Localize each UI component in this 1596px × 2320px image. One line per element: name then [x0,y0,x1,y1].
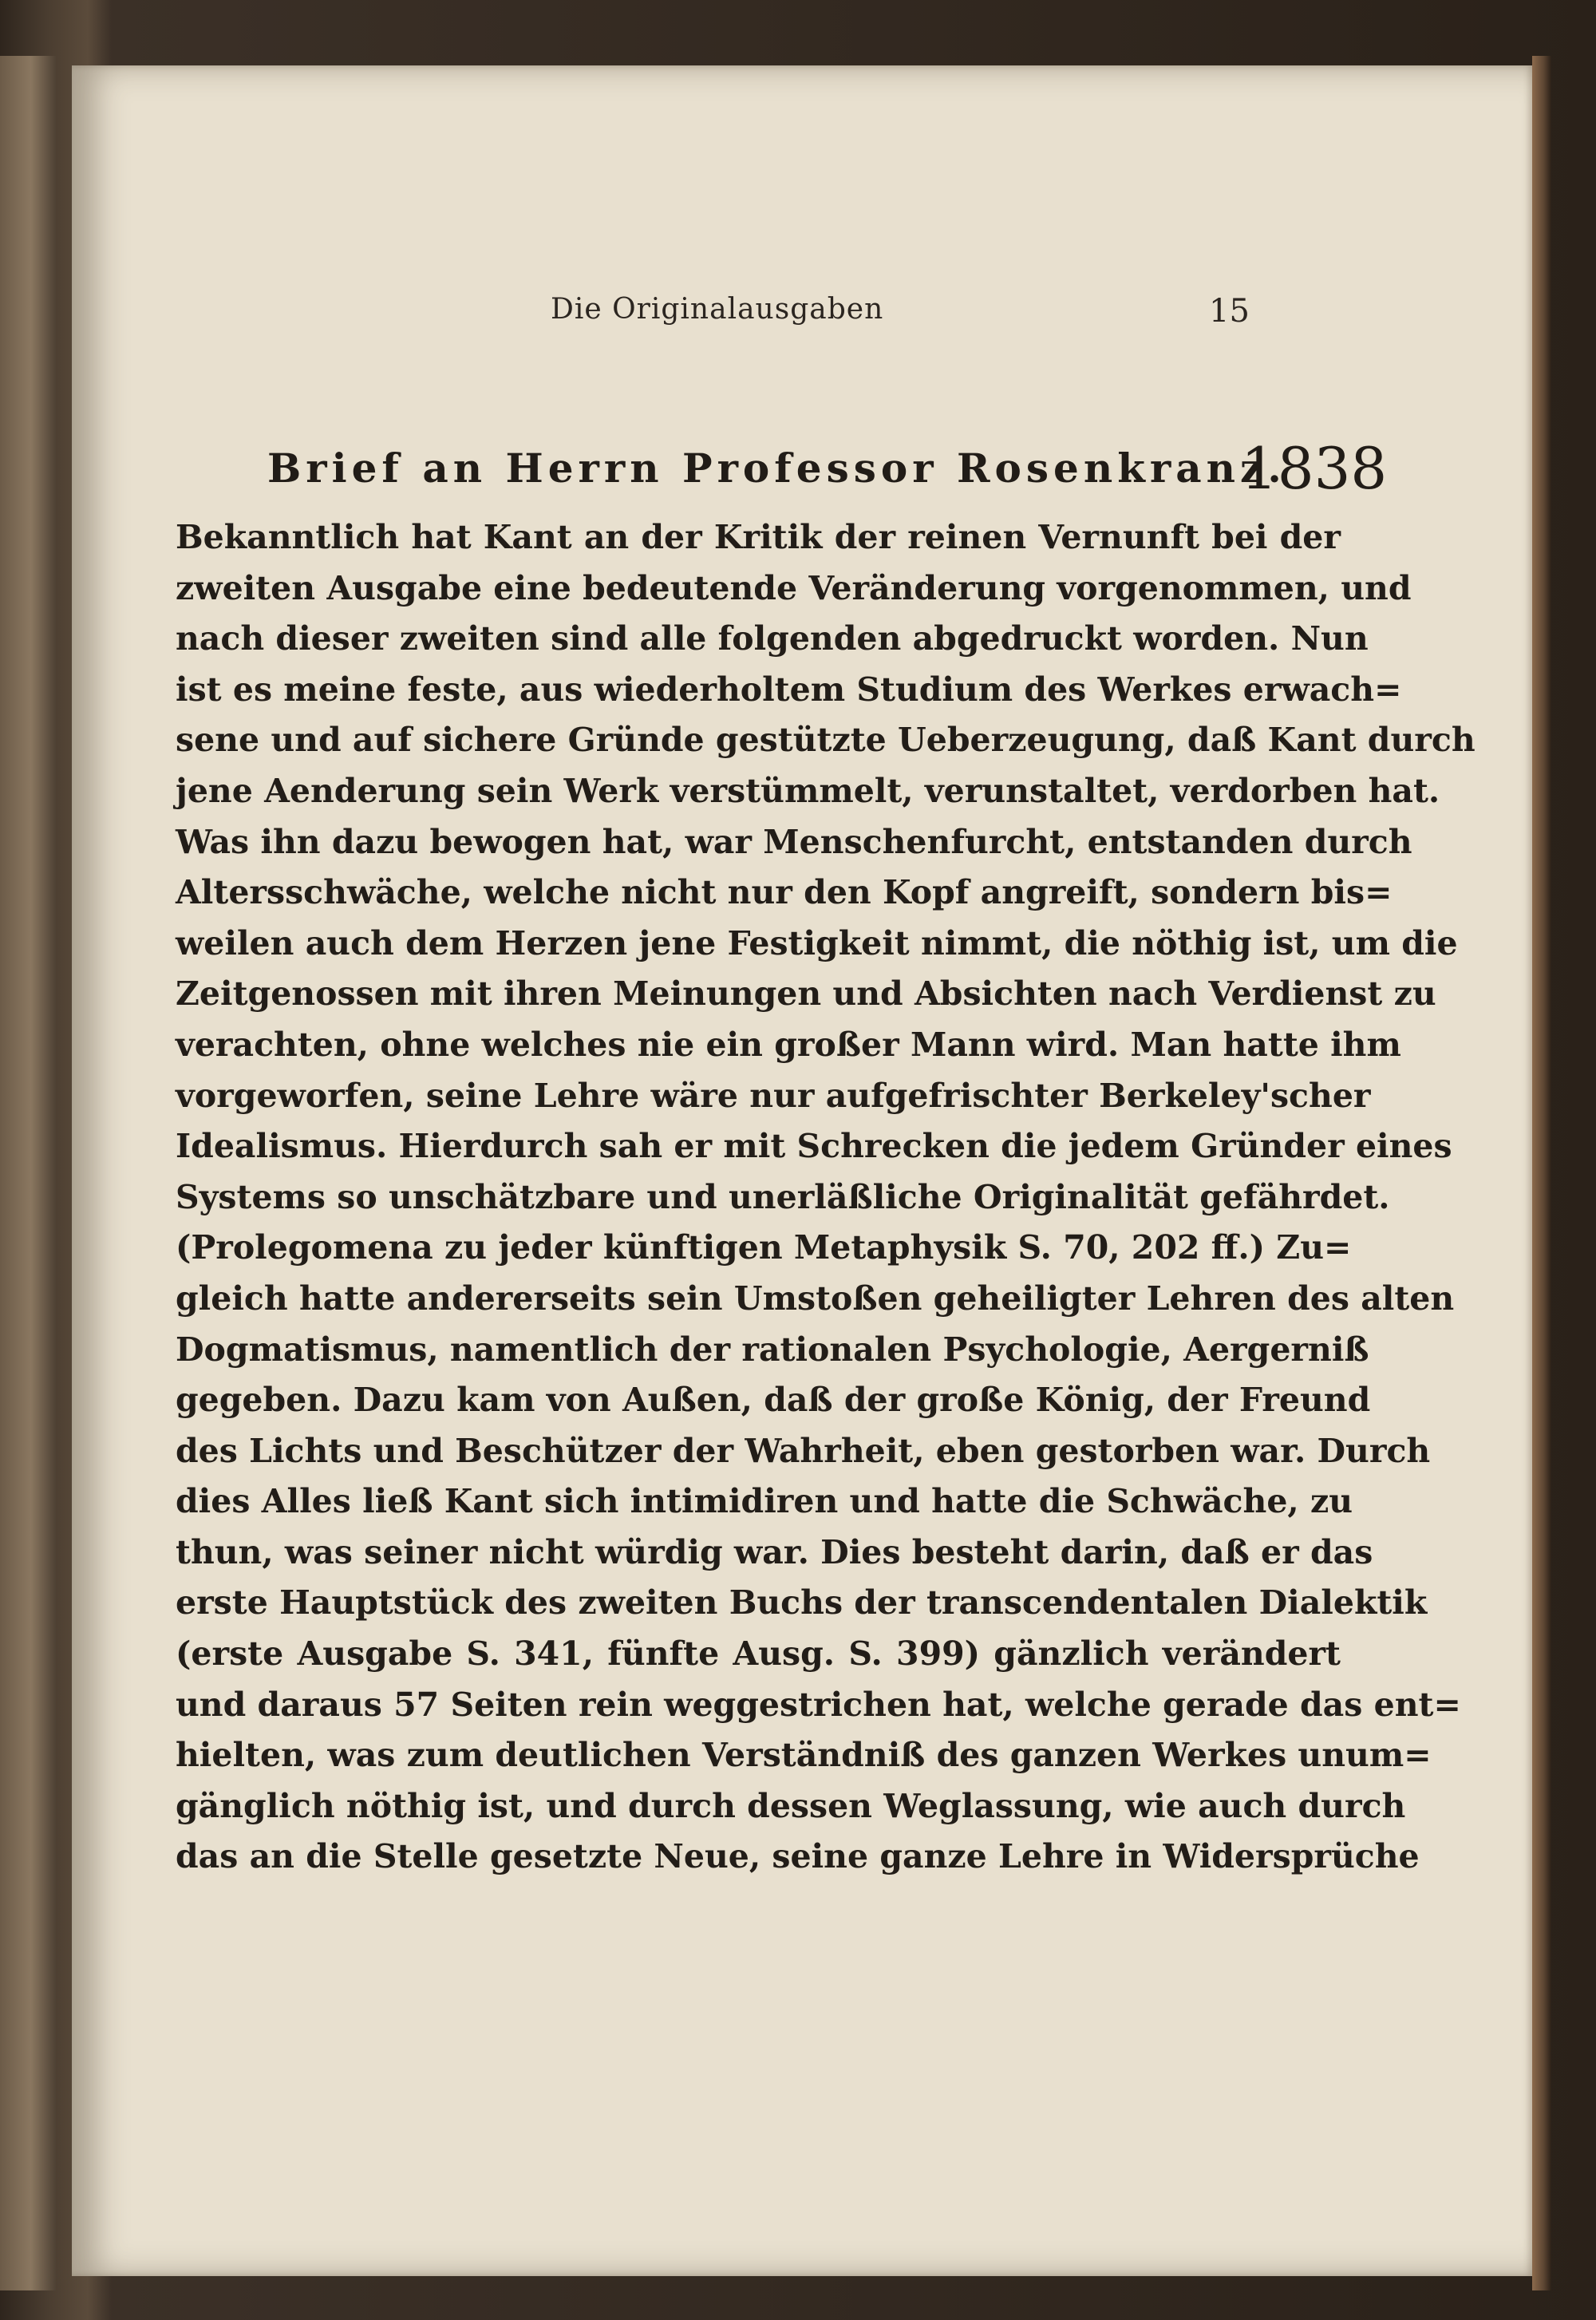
text-line: gegeben. Dazu kam von Außen, daß der große König, der Freund [176,1381,1371,1420]
text-line: (Prolegomena zu jeder künftigen Metaphysik S. 70, 202 ff.) Zu= [176,1228,1352,1267]
text-line: Idealismus. Hierdurch sah er mit Schrecken die jedem Gründer eines [176,1127,1452,1166]
text-line: und daraus 57 Seiten rein weggestrichen hat, welche gerade das ent= [176,1685,1461,1724]
page-number: 15 [1209,293,1250,330]
text-line: gleich hatte andererseits sein Umstoßen geheiligter Lehren des alten [176,1279,1455,1318]
letter-heading [72,421,1532,516]
page-header [72,229,1532,330]
text-line: erste Hauptstück des zweiten Buchs der transcendentalen Dialektik [176,1583,1428,1622]
text-line: nach dieser zweiten sind alle folgenden abgedruckt worden. Nun [176,619,1369,658]
running-head: Die Originalausgaben [551,293,884,326]
text-line: gänglich nöthig ist, und durch dessen Weglassung, wie auch durch [176,1786,1406,1825]
body-text [176,512,1476,1883]
text-line: sene und auf sichere Gründe gestützte Ueberzeugung, daß Kant durch [176,721,1476,760]
text-line: das an die Stelle gesetzte Neue, seine ganze Lehre in Widersprüche [176,1837,1420,1876]
letter-year: 1838 [1241,435,1388,502]
book-page [72,65,1532,2276]
text-line: Was ihn dazu bewogen hat, war Menschenfurcht, entstanden durch [176,822,1412,861]
letter-title: Brief an Herrn Professor Rosenkranz. [267,445,1286,492]
text-line: Bekanntlich hat Kant an der Kritik der reinen Vernunft bei der [176,518,1341,556]
text-line: hielten, was zum deutlichen Verständniß des ganzen Werkes unum= [176,1736,1432,1775]
page-edge-right [1532,56,1551,2290]
text-line: Dogmatismus, namentlich der rationalen Psychologie, Aergerniß [176,1330,1369,1369]
facing-page-edge [0,56,56,2290]
text-line: verachten, ohne welches nie ein großer Mann wird. Man hatte ihm [176,1025,1401,1064]
text-line: Altersschwäche, welche nicht nur den Kopf angreift, sondern bis= [176,873,1393,912]
text-line: weilen auch dem Herzen jene Festigkeit nimmt, die nöthig ist, um die [176,923,1458,962]
text-line: jene Aenderung sein Werk verstümmelt, verunstaltet, verdorben hat. [176,771,1440,810]
text-line: Systems so unschätzbare und unerläßliche Originalität gefährdet. [176,1177,1390,1216]
text-line: des Lichts und Beschützer der Wahrheit, eben gestorben war. Durch [176,1431,1431,1470]
text-line: ist es meine feste, aus wiederholtem Studium des Werkes erwach= [176,670,1402,709]
text-line: dies Alles ließ Kant sich intimidiren und hatte die Schwäche, zu [176,1482,1353,1521]
text-line: thun, was seiner nicht würdig war. Dies besteht darin, daß er das [176,1532,1373,1571]
text-line: vorgeworfen, seine Lehre wäre nur aufgefrischter Berkeley'scher [176,1076,1371,1115]
text-line: Zeitgenossen mit ihren Meinungen und Absichten nach Verdienst zu [176,974,1436,1014]
text-line: zweiten Ausgabe eine bedeutende Veränderung vorgenommen, und [176,568,1412,607]
text-line: (erste Ausgabe S. 341, fünfte Ausg. S. 399) gänzlich verändert [176,1634,1341,1674]
